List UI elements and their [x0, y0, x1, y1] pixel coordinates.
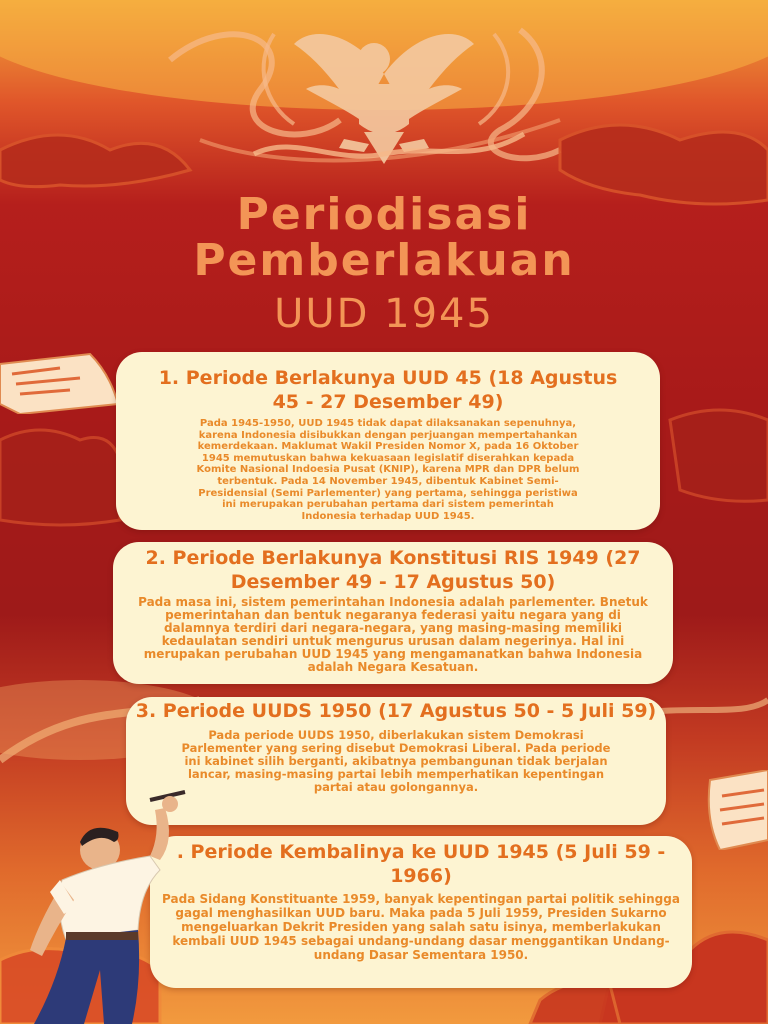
title-line-3: UUD 1945	[274, 291, 494, 337]
paper-scroll-icon	[0, 344, 124, 414]
man-with-brush-illustration	[0, 780, 200, 1024]
page-title	[0, 189, 768, 340]
period-card-3	[126, 697, 666, 825]
period-body-1: Pada 1945-1950, UUD 1945 tidak dapat dilaksanakan sepenuhnya, karena Indonesia disibukkan dengan perjuangan mempertahankan kemerdekaan. Maklumat Wakil Presiden Nomor X, pada 16 Oktober 1945 memutuskan bahwa kekuasaan legislatif diserahkan kepada Komite Nasional Indoesia Pusat (KNIP), karena MPR dan DPR belum terbentuk. Pada 14 November 1945, dibentuk Kabinet Semi-Presidensial (Semi Parlementer) yang pertama, sehingga peristiwa ini merupakan perubahan pertama dari sistem pemerintah Indonesia terhadap UUD 1945.	[196, 418, 580, 522]
title-line-1: Periodisasi	[236, 189, 532, 240]
period-heading-3: 3. Periode UUDS 1950 (17 Agustus 50 - 5 Juli 59)	[135, 700, 657, 722]
period-card-2	[113, 542, 673, 684]
period-body-4: Pada Sidang Konstituante 1959, banyak kepentingan partai politik sehingga gagal menghasilkan UUD baru. Maka pada 5 Juli 1959, Presiden Sukarno mengeluarkan Dekrit Presiden yang salah satu isinya, memberlakukan kembali UUD 1945 sebagai undang-undang dasar menggantikan Undang-undang Dasar Sementara 1950.	[162, 892, 680, 962]
period-body-3: Pada periode UUDS 1950, diberlakukan sistem Demokrasi Parlementer yang sering disebut Demokrasi Liberal. Pada periode ini kabinet silih berganti, akibatnya pembangunan tidak berjalan lancar, masing-masing partai lebih memperhatikan kepentingan partai atau golongannya.	[181, 728, 611, 794]
period-card-1	[116, 352, 660, 530]
period-heading-4: . Periode Kembalinya ke UUD 1945 (5 Juli 59 - 1966)	[176, 841, 666, 887]
garuda-emblem-icon	[234, 14, 534, 174]
period-heading-2: 2. Periode Berlakunya Konstitusi RIS 1949 (27 Desember 49 - 17 Agustus 50)	[145, 547, 641, 593]
title-line-2: Pemberlakuan	[193, 235, 575, 286]
paper-scroll-icon	[700, 770, 768, 850]
period-body-2: Pada masa ini, sistem pemerintahan Indonesia adalah parlementer. Bnetuk pemerintahan dan bentuk negaranya federasi yaitu negara yang di dalamnya terdiri dari negara-negara, yang masing-masing memiliki kedaulatan sendiri untuk mengurus urusan dalam negerinya. Hal ini merupakan perubahan UUD 1945 yang mengamanatkan bahwa Indonesia adalah Negara Kesatuan.	[138, 595, 648, 674]
period-heading-1: 1. Periode Berlakunya UUD 45 (18 Agustus 45 - 27 Desember 49)	[158, 367, 618, 413]
period-card-4	[150, 836, 692, 988]
